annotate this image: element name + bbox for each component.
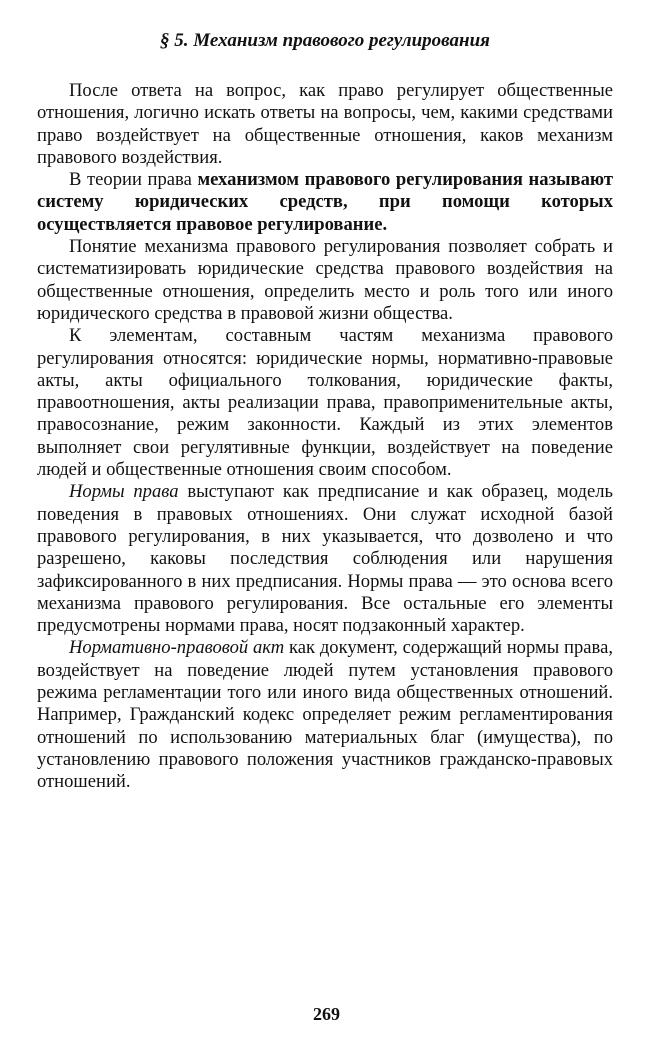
paragraph-5	[37, 481, 613, 637]
paragraph-5-text: выступают как предписание и как образец, модель поведения в правовых отношениях. Они служат исходной базой правового регулирования, в них указывается, что дозволено и что разрешено, каковы последствия соблюдения или нарушения зафиксированного в них предписания. Нормы права — это основа всего механизма правового регулирования. Все остальные его элементы предусмотрены нормами права, носят подзаконный характер.	[37, 481, 613, 637]
paragraph-3	[37, 236, 613, 325]
paragraph-4-text: К элементам, составным частям механизма правового регулирования относятся: юридические нормы, нормативно-правовые акты, акты официального толкования, юридические факты, правоотношения, акты реализации права, правоприменительные акты, правосознание, режим законности. Каждый из этих элементов выполняет свои регулятивные функции, воздействует на поведение людей и общественные отношения своим способом.	[37, 325, 613, 481]
term-norms-of-law: Нормы права	[69, 481, 179, 503]
paragraph-1-text: После ответа на вопрос, как право регулирует общественные отношения, логично искать ответы на вопросы, чем, какими средствами право воздействует на общественные отношения, каков механизм правового воздействия.	[37, 80, 613, 168]
paragraph-6	[37, 637, 613, 793]
paragraph-6-text: как документ, содержащий нормы права, воздействует на поведение людей путем установления правового режима регламентации того или иного вида общественных отношений. Например, Гражданский кодекс определяет режим регламентирования отношений по использованию материальных благ (имущества), по установлению правового положения участников гражданско-правовых отношений.	[37, 637, 613, 793]
term-normative-act: Нормативно-правовой акт	[69, 637, 285, 659]
paragraph-1	[37, 80, 613, 169]
paragraph-2	[37, 169, 613, 236]
paragraph-4	[37, 325, 613, 481]
section-heading: § 5. Механизм правового регулирования	[160, 30, 490, 51]
definition-bold-text: механизмом правового регулирования называют систему юридических средств, при помощи которых осуществляется правовое регулирование.	[37, 169, 613, 235]
body-text	[37, 80, 613, 794]
paragraph-2-intro: В теории права	[69, 169, 198, 191]
paragraph-3-text: Понятие механизма правового регулирования позволяет собрать и систематизировать юридические средства правового воздействия на общественные отношения, определить место и роль того или иного юридического средства в правовой жизни общества.	[37, 236, 613, 324]
page-number: 269	[313, 1004, 340, 1024]
